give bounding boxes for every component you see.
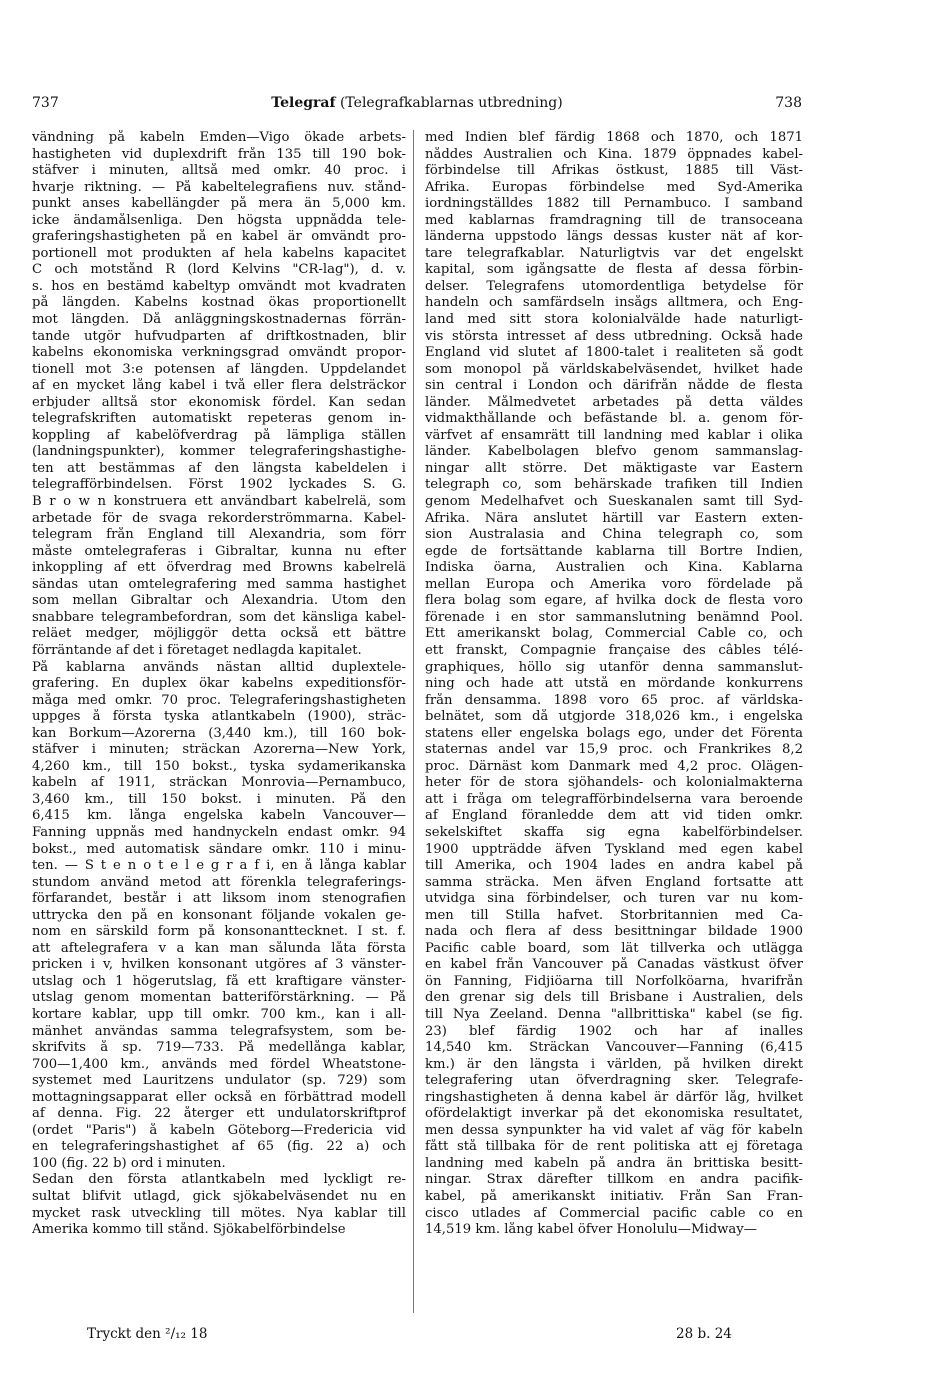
print-date-note: Tryckt den ²/₁₂ 18	[87, 1326, 208, 1342]
running-title-sub: (Telegrafkablarnas utbredning)	[335, 95, 563, 111]
text-line: staternas andel var 15,9 proc. och Frankrikes 8,2	[425, 742, 803, 758]
text-line: telegrafering utan öfverdragning sker. Telegrafe-	[425, 1073, 803, 1089]
text-line: kan Borkum—Azorerna (3,440 km.), till 160 bok-	[32, 725, 406, 741]
text-line: proc. Därnäst kom Danmark med 4,2 proc. Olägen-	[425, 758, 803, 774]
text-line: Indiska öarna, Australien och Kina. Kablarna	[425, 560, 803, 576]
text-line: den grenar sig dels till Brisbane i Australien, dels	[425, 990, 803, 1006]
text-line: snabbare telegrambefordran, som det känsliga kabel-	[32, 609, 406, 625]
text-line: ning och hade att utstå en mördande konkurrens	[425, 676, 803, 692]
text-line: nada och flera af dess besittningar bildade 1900	[425, 924, 803, 940]
text-line: måga med omkr. 70 proc. Telegraferingshastigheten	[32, 692, 406, 708]
text-line: sultat blifvit utlagd, gick sjökabelväsendet nu en	[32, 1189, 406, 1204]
text-line: delser. Telegrafens utomordentliga betydelse för	[425, 278, 803, 294]
text-line: (landningspunkter), kommer telegraferingshastighe-	[32, 444, 406, 460]
text-line: 6,415 km. långa engelska kabeln Vancouver—	[32, 808, 406, 824]
text-line: ningar allt större. Det mäktigaste var Eastern	[425, 460, 803, 476]
text-line: På kablarna används nästan alltid duplextele-	[32, 659, 406, 675]
column-divider	[413, 130, 414, 1313]
text-line: handeln och samfärdseln insågs alltmera, och Eng-	[425, 295, 803, 311]
text-line: värfvet af ensamrätt till landning med kablar i olika	[425, 427, 803, 443]
text-line: erbjuder alltså stor ekonomisk fördel. Kan sedan	[32, 394, 406, 410]
text-line: Fanning uppnås med handnyckeln endast omkr. 94	[32, 824, 406, 840]
text-line: reläet medger, möjliggör detta också ett bättre	[32, 626, 406, 642]
text-line: af England föranledde dem att vid tiden omkr.	[425, 808, 803, 824]
text-line: uttrycka den på en konsonant följande vokalen ge-	[32, 907, 406, 923]
text-line: från densamma. 1898 voro 65 proc. af världska-	[425, 692, 803, 708]
text-line: telegrafförbindelsen. Först 1902 lyckades S. G.	[32, 477, 406, 493]
left-page-number: 737	[32, 95, 59, 111]
text-line: stäfver i minuten, alltså med omkr. 40 proc. i	[32, 163, 406, 179]
text-line: stundom använd metod att förenkla telegraferings-	[32, 874, 406, 890]
page-header	[32, 92, 802, 114]
text-line: sin central i London och därifrån nådde de flesta	[425, 378, 803, 394]
right-text-column	[425, 130, 803, 1239]
text-line: vis största intresset af dess utbredning. Också hade	[425, 328, 803, 344]
text-line: graferingshastigheten på en kabel är omvändt pro-	[32, 229, 406, 245]
text-line: England vid slutet af 1800-talet i realiteten så godt	[425, 345, 803, 361]
text-line: mänhet användas samma telegrafsystem, som be-	[32, 1023, 406, 1039]
text-line: men dessa synpunkter ha vid valet af väg för kabeln	[425, 1122, 803, 1138]
text-line: kabel, på amerikanskt initiativ. Från San Fran-	[425, 1189, 803, 1204]
text-line: nom en särskild form på konsonanttecknet. I st. f.	[32, 924, 406, 940]
text-line: telegraph co, som behärskade trafiken till Indien	[425, 477, 803, 493]
text-line: heter för de stora sjöhandels- och kolonialmakterna	[425, 775, 803, 791]
text-line: 700—1,400 km., används med fördel Wheatstone-	[32, 1056, 406, 1072]
text-line: till Amerika, och 1904 lades en andra kabel på	[425, 858, 803, 874]
text-line: kabeln af 1911, sträckan Monrovia—Pernambuco,	[32, 775, 406, 791]
text-line: länderna uppstodo längs dessas kuster nät af kor-	[425, 229, 803, 245]
text-line: vändning på kabeln Emden—Vigo ökade arbets-	[32, 130, 406, 145]
text-line: tare telegrafkablar. Naturligtvis var det engelskt	[425, 245, 803, 261]
text-line: tande utgör hufvudparten af driftkostnaden, blir	[32, 328, 406, 344]
text-line: genom Medelhafvet och Sueskanalen samt till Syd-	[425, 494, 803, 510]
text-line: som monopol på världskabelväsendet, hvilket hade	[425, 361, 803, 377]
left-text-column	[32, 130, 406, 1239]
text-line: 23) blef färdig 1902 och har af inalles	[425, 1023, 803, 1039]
text-line: en kabel från Vancouver på Canadas västkust öfver	[425, 957, 803, 973]
text-line: grafering. En duplex ökar kabelns expeditionsför-	[32, 676, 406, 692]
text-line: 14,540 km. Sträckan Vancouver—Fanning (6,415	[425, 1040, 803, 1056]
text-line: bokst., med automatisk sändare omkr. 110 i minu-	[32, 841, 406, 857]
text-line: flera bolag som egare, af hvilka dock de flesta voro	[425, 593, 803, 609]
text-line: sion Australasia and China telegraph co, som	[425, 527, 803, 543]
text-line: (ordet "Paris") å kabeln Göteborg—Fredericia vid	[32, 1122, 406, 1138]
text-line: 100 (fig. 22 b) ord i minuten.	[32, 1155, 226, 1171]
text-line: ett franskt, Compagnie française des câbles télé-	[425, 642, 803, 658]
text-line: af en mycket lång kabel i två eller flera delsträckor	[32, 378, 406, 394]
text-line: portionell mot produkten af hela kabelns kapacitet	[32, 245, 406, 261]
text-line: förräntande af det i företaget nedlagda kapitalet.	[32, 642, 362, 658]
text-line: belnätet, som då utgjorde 318,026 km., i engelska	[425, 709, 803, 725]
text-line: ten. — S t e n o t e l e g r a f i, en å långa kablar	[32, 858, 406, 874]
text-line: som mellan Gibraltar och Alexandria. Utom den	[32, 593, 406, 609]
text-line: att i fråga om telegrafförbindelserna vara beroende	[425, 791, 803, 807]
text-line: tionell mot 3:e potensen af längden. Uppdelandet	[32, 361, 406, 377]
text-line: måste omtelegraferas i Gibraltar, kunna nu efter	[32, 543, 406, 559]
text-line: med kablarnas framdragning till de transoceana	[425, 212, 803, 228]
text-line: sekelskiftet skaffa sig egna kabelförbindelser.	[425, 824, 803, 840]
text-line: 1900 uppträdde äfven Tyskland med egen kabel	[425, 841, 803, 857]
text-line: Sedan den första atlantkabeln med lyckligt re-	[32, 1172, 406, 1188]
text-line: systemet med Lauritzens undulator (sp. 729) som	[32, 1073, 406, 1089]
text-line: koppling af kabelöfverdrag på lämpliga ställen	[32, 427, 406, 443]
text-line: samma sträcka. Men äfven England fortsatte att	[425, 874, 803, 890]
text-line: Amerika kommo till stånd. Sjökabelförbindelse	[32, 1222, 346, 1238]
text-line: Afrika. Nära anslutet härtill var Eastern exten-	[425, 510, 803, 526]
text-line: ten att bestämmas af den längsta kabeldelen i	[32, 460, 406, 476]
text-line: ofördelaktigt inverkar på det ekonomiska resultatet,	[425, 1106, 803, 1122]
text-line: mycket rask utveckling till mötes. Nya kablar till	[32, 1205, 406, 1221]
text-line: uppges å första tyska atlantkabeln (1900), sträc-	[32, 709, 406, 725]
text-line: iordningställdes 1882 till Pernambuco. I samband	[425, 196, 803, 212]
text-line: af denna. Fig. 22 återger ett undulatorskriftprof	[32, 1106, 406, 1122]
text-line: fått stå tillbaka för de rent politiska att ej företaga	[425, 1139, 803, 1155]
text-line: punkt anses kabellängder på mera än 5,000 km.	[32, 196, 406, 212]
text-line: skrifvits å sp. 719—733. På medellånga kablar,	[32, 1040, 406, 1056]
text-line: 3,460 km., till 150 bokst. i minuten. På den	[32, 791, 406, 807]
text-line: kapital, som igångsatte de flesta af dessa förbin-	[425, 262, 803, 278]
text-line: inkoppling af ett öfverdrag med Browns kabelrelä	[32, 560, 406, 576]
text-line: mot längden. Då anläggningskostnadernas förrän-	[32, 312, 406, 328]
text-line: men till Stilla hafvet. Storbritannien med Ca-	[425, 907, 803, 923]
text-line: statens eller engelska bolags ego, under det Förenta	[425, 725, 803, 741]
text-line: kabelns ekonomiska verkningsgrad omvändt propor-	[32, 345, 406, 361]
text-line: s. hos en bestämd kabeltyp omvändt mot kvadraten	[32, 278, 406, 294]
text-line: graphiques, höllo sig utanför denna sammanslut-	[425, 659, 803, 675]
text-line: icke ändamålsenliga. Den högsta uppnådda tele-	[32, 212, 406, 228]
right-page-number: 738	[775, 95, 802, 111]
text-line: förbindelse till Afrikas östkust, 1885 till Väst-	[425, 163, 803, 179]
text-line: mellan Europa och Amerika voro fördelade på	[425, 576, 803, 592]
text-line: Ett amerikanskt bolag, Commercial Cable co, och	[425, 626, 803, 642]
text-line: hastigheten vid duplexdrift från 135 till 190 bok-	[32, 146, 406, 162]
text-line: utslag och 1 högerutslag, få ett kraftigare vänster-	[32, 973, 406, 989]
text-line: att aftelegrafera v a kan man sålunda låta första	[32, 940, 406, 956]
text-line: med Indien blef färdig 1868 och 1870, och 1871	[425, 130, 803, 145]
text-line: Pacific cable board, som lät tillverka och utlägga	[425, 940, 803, 956]
running-title	[32, 92, 802, 114]
text-line: 4,260 km., till 150 bokst., tyska sydamerikanska	[32, 758, 406, 774]
text-line: hvarje riktning. — På kabeltelegrafiens nuv. stånd-	[32, 179, 406, 195]
text-line: kortare kablar, upp till omkr. 700 km., kan i all-	[32, 1006, 406, 1022]
text-line: telegram från England till Alexandria, som förr	[32, 527, 406, 543]
text-line: sändas utan omtelegrafering med samma hastighet	[32, 576, 406, 592]
text-line: på längden. Kabelns kostnad ökas proportionellt	[32, 295, 406, 311]
text-line: ön Fanning, Fidjiöarna till Norfolköarna, hvarifrån	[425, 973, 803, 989]
text-line: B r o w n konstruera ett användbart kabelrelä, som	[32, 494, 406, 510]
text-line: till Nya Zeeland. Denna "allbrittiska" kabel (se fig.	[425, 1006, 803, 1022]
text-line: C och motstånd R (lord Kelvins "CR-lag"), d. v.	[32, 262, 406, 278]
running-title-main: Telegraf	[271, 95, 336, 111]
text-line: arbetade för de svaga rekorderströmmarna. Kabel-	[32, 510, 406, 526]
text-line: utslag genom momentan batteriförstärkning. — På	[32, 990, 406, 1006]
text-line: ringshastigheten å denna kabel är därför låg, hvilket	[425, 1089, 803, 1105]
text-line: länder. Målmedvetet arbetades på detta väldes	[425, 394, 803, 410]
text-line: cisco utlades af Commercial pacific cable co en	[425, 1205, 803, 1221]
text-line: Afrika. Europas förbindelse med Syd-Amerika	[425, 179, 803, 195]
text-line: förfarandet, består i att liksom inom stenografien	[32, 891, 406, 907]
text-line: utvidga sina förbindelser, och turen var nu kom-	[425, 891, 803, 907]
text-line: förenade i en stor sammanslutning benämnd Pool.	[425, 609, 803, 625]
text-line: vidmakthållande och befästande bl. a. genom för-	[425, 411, 803, 427]
text-line: pricken i v, hvilken konsonant utgöres af 3 vänster-	[32, 957, 406, 973]
signature-mark: 28 b. 24	[676, 1326, 732, 1342]
text-line: landning med kabeln på andra än brittiska besitt-	[425, 1155, 803, 1171]
text-line: egde de fortsättande kablarna till Bortre Indien,	[425, 543, 803, 559]
text-line: stäfver i minuten; sträckan Azorerna—New York,	[32, 742, 406, 758]
text-line: land med sitt stora kolonialvälde hade naturligt-	[425, 312, 803, 328]
text-line: km.) är den längsta i världen, på hvilken direkt	[425, 1056, 803, 1072]
text-line: telegrafskriften automatiskt repeteras genom in-	[32, 411, 406, 427]
text-line: länder. Kabelbolagen blefvo genom sammanslag-	[425, 444, 803, 460]
text-line: 14,519 km. lång kabel öfver Honolulu—Midway—	[425, 1222, 757, 1238]
text-line: mottagningsapparat eller också en förbättrad modell	[32, 1089, 406, 1105]
text-line: nåddes Australien och Kina. 1879 öppnades kabel-	[425, 146, 803, 162]
text-line: en telegraferingshastighet af 65 (fig. 22 a) och	[32, 1139, 406, 1155]
text-line: ningar. Strax därefter tillkom en andra pacifik-	[425, 1172, 803, 1188]
